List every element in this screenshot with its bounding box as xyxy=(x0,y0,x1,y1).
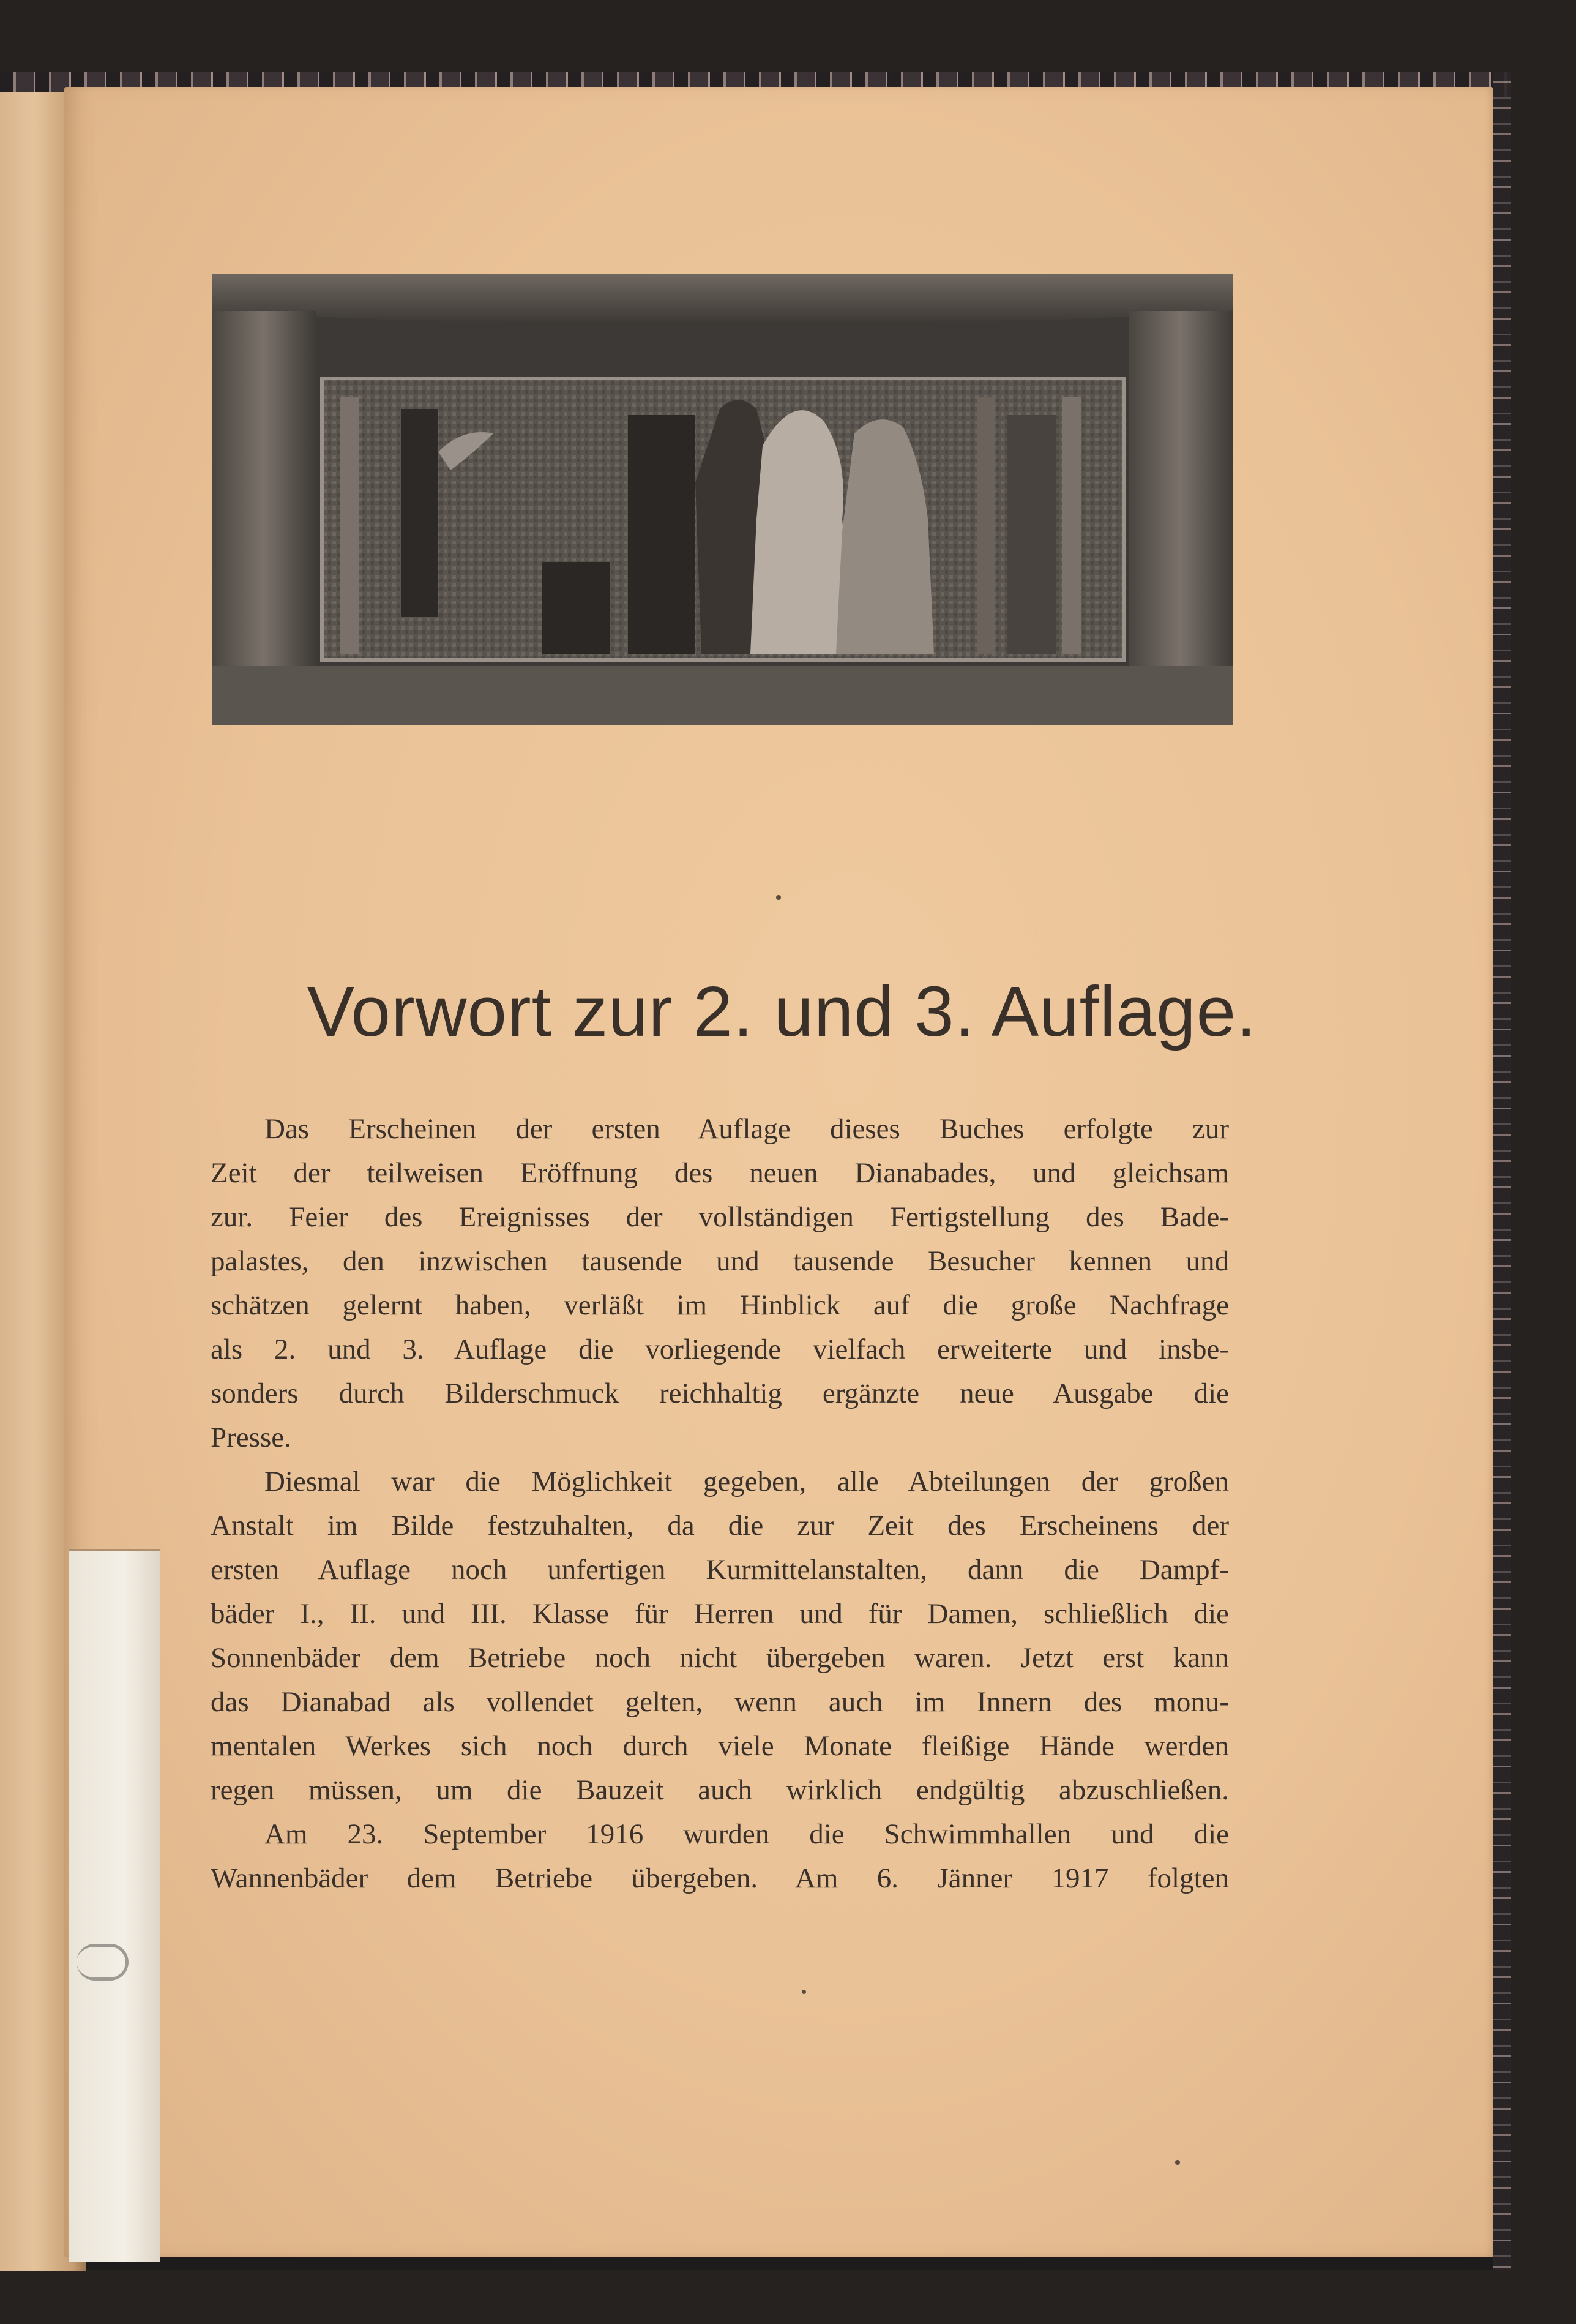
text-line: Wannenbäder dem Betriebe übergeben. Am 6. Jänner 1917 folgten xyxy=(211,1862,1229,1894)
paper-speck xyxy=(802,1990,806,1994)
text-line: sonders durch Bilderschmuck reichhaltig ergänzte neue Ausgabe die xyxy=(211,1378,1229,1409)
paper-speck xyxy=(776,895,781,900)
text-line: schätzen gelernt haben, verläßt im Hinblick auf die große Nachfrage xyxy=(211,1289,1229,1321)
page-heading xyxy=(0,970,1576,1052)
text-line: Das Erscheinen der ersten Auflage dieses Buches erfolgte zur xyxy=(264,1113,1229,1145)
cover-marbled-edge-right xyxy=(1493,72,1511,2270)
body-text xyxy=(211,1107,1229,1900)
text-line: regen müssen, um die Bauzeit auch wirklich endgültig abzuschließen. xyxy=(211,1774,1229,1806)
text-line: mentalen Werkes sich noch durch viele Monate fleißige Hände werden xyxy=(211,1730,1229,1762)
paragraph-2 xyxy=(211,1460,1229,1812)
text-line: Am 23. September 1916 wurden die Schwimmhallen und die xyxy=(264,1818,1229,1850)
text-line: ersten Auflage noch unfertigen Kurmittelanstalten, dann die Dampf- xyxy=(211,1554,1229,1586)
paper-speck xyxy=(1175,2160,1180,2165)
text-line: palastes, den inzwischen tausende und tausende Besucher kennen und xyxy=(211,1245,1229,1277)
text-line: als 2. und 3. Auflage die vorliegende vielfach erweiterte und insbe- xyxy=(211,1333,1229,1365)
mural-photograph-icon xyxy=(212,274,1233,725)
text-line: zur. Feier des Ereignisses der vollständigen Fertigstellung des Bade- xyxy=(211,1201,1229,1233)
paragraph-3 xyxy=(211,1812,1229,1900)
text-line: bäder I., II. und III. Klasse für Herren und für Damen, schließlich die xyxy=(211,1598,1229,1630)
paper-clip-icon xyxy=(77,1944,129,1981)
text-line: das Dianabad als vollendet gelten, wenn auch im Innern des monu- xyxy=(211,1686,1229,1718)
paragraph-1 xyxy=(211,1107,1229,1460)
text-line: Anstalt im Bilde festzuhalten, da die zur Zeit des Erscheinens der xyxy=(211,1510,1229,1542)
text-line: Diesmal war die Möglichkeit gegeben, alle Abteilungen der großen xyxy=(264,1466,1229,1497)
text-line: Zeit der teilweisen Eröffnung des neuen Dianabades, und gleichsam xyxy=(211,1157,1229,1189)
text-line: Sonnenbäder dem Betriebe noch nicht übergeben waren. Jetzt erst kann xyxy=(211,1642,1229,1674)
text-line: Presse. xyxy=(211,1422,291,1453)
torn-paper-strip xyxy=(69,1549,160,2262)
mural-photograph xyxy=(212,274,1233,725)
page-heading-text: Vorwort zur 2. und 3. Auflage. xyxy=(307,972,1257,1051)
